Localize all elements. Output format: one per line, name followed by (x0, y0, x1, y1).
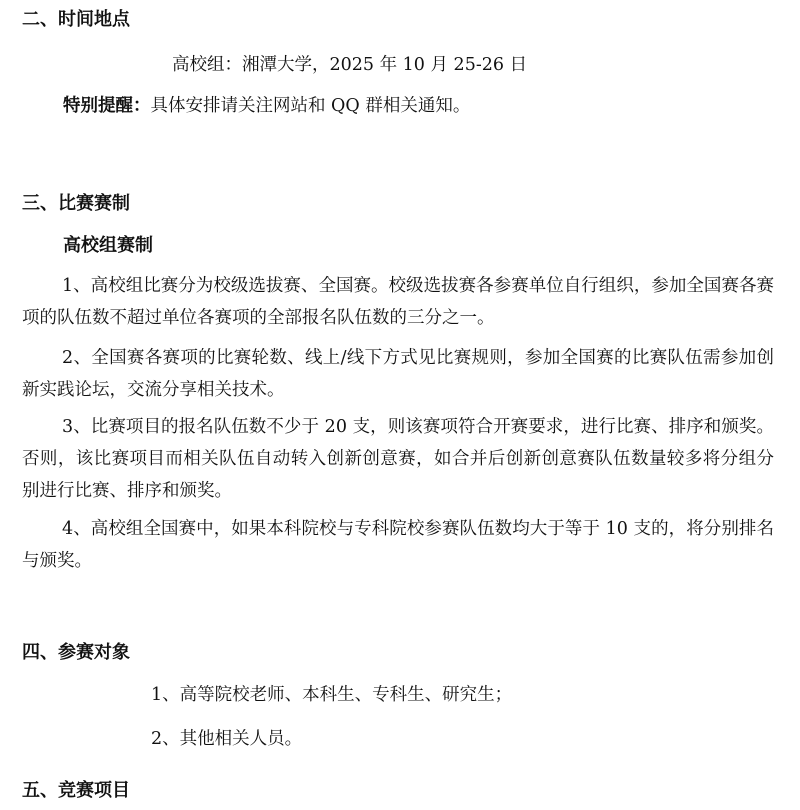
participant-item-2: 2、其他相关人员。 (151, 729, 303, 749)
special-notice (63, 94, 470, 118)
format-paragraph-4: 4、高校组全国赛中，如果本科院校与专科院校参赛队伍数均大于等于 10 支的，将分别排名与颁奖。 (22, 519, 774, 571)
subheading-university-format: 高校组赛制 (63, 235, 153, 256)
section-heading-participants: 四、参赛对象 (22, 642, 130, 663)
special-notice-label: 特别提醒： (63, 96, 151, 116)
venue-line: 高校组：湘潭大学，2025 年 10 月 25-26 日 (172, 55, 528, 75)
participant-item-1: 1、高等院校老师、本科生、专科生、研究生； (151, 685, 513, 705)
format-paragraph-2: 2、全国赛各赛项的比赛轮数、线上/线下方式见比赛规则，参加全国赛的比赛队伍需参加创新实践论坛，交流分享相关技术。 (22, 348, 774, 400)
format-paragraph-3: 3、比赛项目的报名队伍数不少于 20 支，则该赛项符合开赛要求，进行比赛、排序和颁奖。否则，该比赛项目而相关队伍自动转入创新创意赛，如合并后创新创意赛队伍数量较多将分组分别进行比赛、排序和颁奖。 (22, 417, 774, 501)
section-heading-competition-items: 五、竞赛项目 (22, 780, 130, 801)
section-heading-time-place: 二、时间地点 (22, 9, 130, 30)
special-notice-text: 具体安排请关注网站和 QQ 群相关通知。 (150, 96, 471, 116)
section-heading-competition-format: 三、比赛赛制 (22, 193, 130, 214)
format-paragraph-1: 1、高校组比赛分为校级选拔赛、全国赛。校级选拔赛各参赛单位自行组织，参加全国赛各赛项的队伍数不超过单位各赛项的全部报名队伍数的三分之一。 (22, 276, 774, 328)
